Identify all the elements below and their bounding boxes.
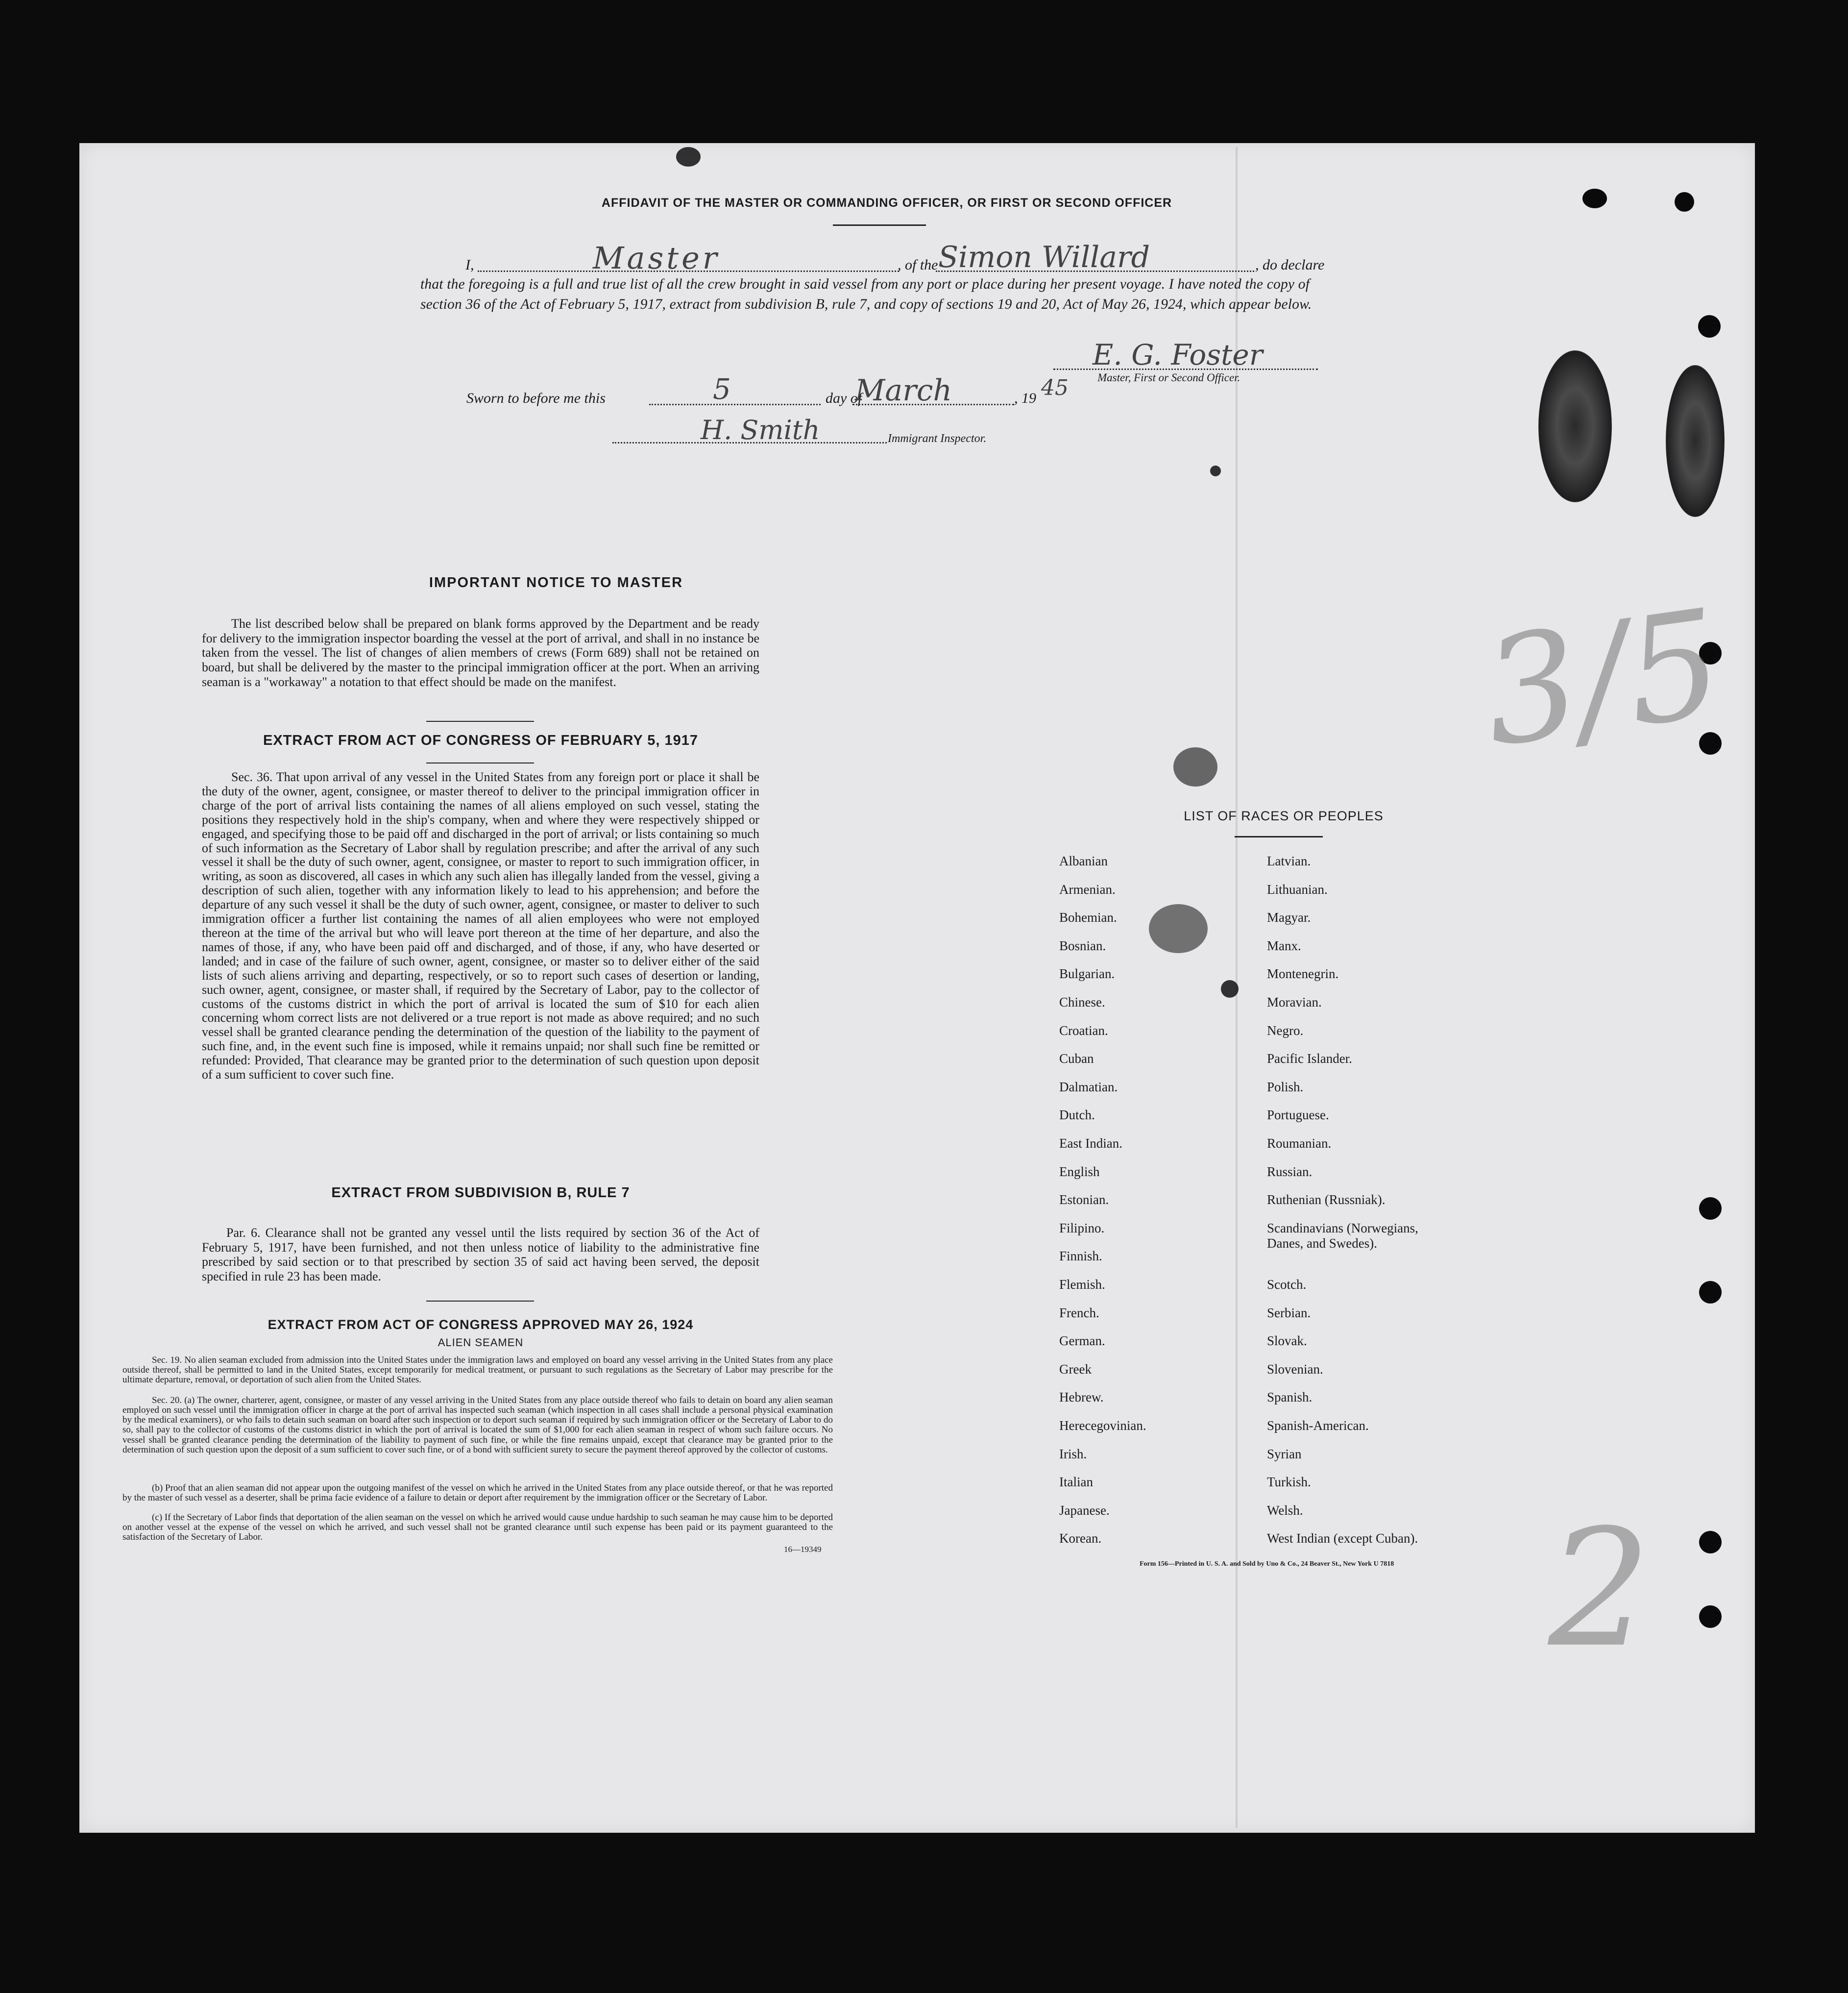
race-item: Serbian.: [1267, 1305, 1311, 1320]
race-item: Finnish.: [1059, 1249, 1102, 1264]
extract-1917-body: Sec. 36. That upon arrival of any vessel in the United States from any foreign port or place it shall be the duty of the owner, agent, consignee, or master thereof to deliver to the principal immigration officer in charge of the port of arrival lists containing the names of all aliens employed on such vessel, stating the positions they respectively hold in the ship's company, when and where they were respectively shipped or engaged, and specifying those to be paid off and discharged in the port of arrival; or lists containing so much of such information as the Secretary of Labor shall by regulation prescribe; and after the arrival of any such vessel it shall be the duty of such owner, agent, consignee, or master to report to such immigration officer, in writing, as soon as discovered, all cases in which any such alien has illegally landed from the vessel, giving a description of such alien, together with any information likely to lead to his apprehension; and before the departure of any such vessel it shall be the duty of such owner, agent, consignee, or master to deliver to such immigration officer a further list containing the names of all alien employees who were not employed thereon at the time of the arrival but who will leave port thereon at the time of her departure, and also the names of those, if any, who have been paid off and discharged, and of those, if any, who have deserted or landed; and in case of the failure of such owner, agent, consignee, or master so to deliver either of the said lists of such aliens arriving and departing, respectively, or so to report such cases of desertion or landing, such owner, agent, consignee, or master shall, if required by the Secretary of Labor, pay to the collector of customs of the customs district in which the port of arrival is located the sum of $10 for each alien concerning whom correct lists are not delivered or a true report is not made as above required; and no such vessel shall be granted clearance pending the determination of the question of the liability to the payment of such fine, and, in the event such fine is imposed, while it remains unpaid; nor shall such fine be remitted or refunded: Provided, That clearance may be granted prior to the determination of such question upon deposit of a sum sufficient to cover such fine.: [202, 770, 759, 1082]
race-item: East Indian.: [1059, 1136, 1122, 1151]
affidavit-body: that the foregoing is a full and true list of all the crew brought in said vessel from any port or place during her present voyage. I have noted the copy of section 36 of the Act of February 5, 1917, extract from subdivision B, rule 7, and copy of sections 19 and 20, Act of May 26, 1924, which appear below.: [420, 276, 1312, 312]
race-item: Montenegrin.: [1267, 966, 1339, 982]
punch-hole: [1699, 1281, 1722, 1304]
race-item: Moravian.: [1267, 995, 1322, 1009]
printer-footer: Form 156—Printed in U. S. A. and Sold by Uno & Co., 24 Beaver St., New York U 7818: [1140, 1560, 1394, 1568]
signature-caption: Master, First or Second Officer.: [1097, 371, 1240, 384]
race-item: Syrian: [1267, 1446, 1302, 1461]
sworn-label: Sworn to before me this: [466, 390, 606, 406]
inspector-caption: Immigrant Inspector.: [888, 432, 987, 445]
punch-hole: [1675, 192, 1694, 212]
race-item: Armenian.: [1059, 882, 1116, 897]
of-the-label: , of the: [898, 257, 938, 273]
embossed-seal: [1538, 350, 1612, 502]
race-item: Flemish.: [1059, 1277, 1105, 1292]
day-handwritten: 5: [713, 372, 731, 406]
punch-hole: [1699, 1531, 1722, 1553]
embossed-seal: [1666, 365, 1725, 517]
race-item: Slovenian.: [1267, 1361, 1323, 1377]
race-item: Negro.: [1267, 1023, 1304, 1038]
races-rule: [1235, 836, 1323, 837]
race-item: West Indian (except Cuban).: [1267, 1531, 1418, 1546]
race-item: Portuguese.: [1267, 1107, 1329, 1123]
section-rule: [426, 721, 534, 722]
race-item: Hebrew.: [1059, 1390, 1104, 1405]
title-rule: [833, 224, 926, 226]
race-item: Bosnian.: [1059, 938, 1106, 953]
race-item: Latvian.: [1267, 854, 1311, 868]
extract-1924-title: EXTRACT FROM ACT OF CONGRESS APPROVED MAY 26, 1924: [267, 1317, 694, 1332]
punch-hole: [1699, 1197, 1722, 1220]
section-20a: Sec. 20. (a) The owner, charterer, agent, consignee, or master of any vessel arriving in the United States from any place outside thereof who fails to detain on board any alien seaman employed on such vessel until the immigration officer in charge at the port of arrival has inspected such seaman (which inspection in all cases shall include a personal physical examination by the medical examiners), or who fails to detain such seaman on board after such inspection or to deport such seaman if required by such immigration officer or the Secretary of Labor to do so, shall pay to the collector of customs of the customs district in which the port of arrival is located the sum of $1,000 for each alien seaman in respect of whom such failure occurs. No vessel shall be granted clearance pending the determination of the liability to payment of such fine, or while the fine remains unpaid, except that clearance may be granted prior to the determination of such question upon the deposit of a sum sufficient to cover such fine, or of a bond with sufficient surety to secure the payment thereof approved by the collector of customs.: [122, 1395, 833, 1455]
race-item: Manx.: [1267, 938, 1301, 953]
master-signature: E. G. Foster: [1093, 338, 1263, 371]
race-item: Japanese.: [1059, 1502, 1110, 1518]
extract-1924-subtitle: ALIEN SEAMEN: [438, 1336, 524, 1349]
inspector-signature: H. Smith: [701, 415, 820, 445]
corner-mark: 2: [1548, 1495, 1651, 1683]
rule7-body: Par. 6. Clearance shall not be granted any vessel until the lists required by section 36 of the Act of February 5, 1917, have been furnished, and not then unless notice of liability to the administrative fine prescribed by said section or to that prescribed by section 35 of said act having been served, the deposit specified in rule 23 has been made.: [202, 1226, 759, 1283]
race-item: Herecegovinian.: [1059, 1418, 1146, 1433]
notice-body: The list described below shall be prepared on blank forms approved by the Department and be ready for delivery to the immigration inspector boarding the vessel at the port of arrival, and shall in no instance be taken from the vessel. The list of changes of alien members of crews (Form 689) shall not be retained on board, but shall be delivered by the master to the principal immigration officer at the port. When an arriving seaman is a "workaway" a notation to that effect should be made on the manifest.: [202, 616, 759, 689]
race-item: Welsh.: [1267, 1502, 1303, 1518]
race-item: Italian: [1059, 1475, 1093, 1490]
race-item: Russian.: [1267, 1164, 1313, 1179]
page-number-mark: 3/5: [1474, 577, 1732, 780]
race-item: Bulgarian.: [1059, 966, 1115, 982]
race-item: French.: [1059, 1305, 1099, 1320]
affidavit-title: AFFIDAVIT OF THE MASTER OR COMMANDING OFFICER, OR FIRST OR SECOND OFFICER: [601, 196, 1172, 210]
section-rule: [426, 1301, 534, 1302]
race-item: Ruthenian (Russniak).: [1267, 1192, 1386, 1207]
race-item: Korean.: [1059, 1531, 1102, 1546]
ink-blot: [1221, 980, 1239, 998]
race-item: Slovak.: [1267, 1333, 1307, 1349]
race-item: Greek: [1059, 1361, 1092, 1377]
race-item: Pacific Islander.: [1267, 1051, 1352, 1066]
month-handwritten: March: [855, 373, 952, 408]
race-item: Croatian.: [1059, 1023, 1108, 1038]
race-item: Spanish-American.: [1267, 1418, 1369, 1433]
race-item: Bohemian.: [1059, 910, 1117, 925]
race-item: Polish.: [1267, 1079, 1304, 1094]
section-19: Sec. 19. No alien seaman excluded from admission into the United States under the immigration laws and employed on board any vessel arriving in the United States from any place outside thereof, shall be permitted to land in the United States, except temporarily for medical treatment, or pursuant to such regulations as the Secretary of Labor may prescribe for the ultimate departure, removal, or deportation of such alien from the United States.: [122, 1355, 833, 1385]
notice-title: IMPORTANT NOTICE TO MASTER: [429, 575, 683, 591]
section-20c: (c) If the Secretary of Labor finds that deportation of the alien seaman on the vessel on which he arrived would cause undue hardship to such seaman he may cause him to be deported on another vessel at the expense of the vessel on which he arrived, and such vessel shall not be granted clearance until such expense has been paid or its payment guaranteed to the satisfaction of the Secretary of Labor.: [122, 1512, 833, 1543]
race-item: Filipino.: [1059, 1220, 1105, 1235]
year-prefix: , 19: [1014, 390, 1036, 406]
declare-label: , do declare: [1255, 257, 1325, 273]
race-item: Cuban: [1059, 1051, 1094, 1066]
race-item: Roumanian.: [1267, 1136, 1332, 1151]
race-item: German.: [1059, 1333, 1105, 1349]
race-item: Albanian: [1059, 854, 1108, 868]
race-item: Dutch.: [1059, 1107, 1095, 1123]
race-item: Scandinavians (Norwegians, Danes, and Swedes).: [1267, 1220, 1418, 1251]
race-item: Irish.: [1059, 1446, 1087, 1461]
day-of-label: day of: [826, 390, 862, 406]
rule7-title: EXTRACT FROM SUBDIVISION B, RULE 7: [331, 1185, 630, 1201]
races-title: LIST OF RACES OR PEOPLES: [1184, 809, 1384, 823]
race-item: English: [1059, 1164, 1100, 1179]
form-code: 16—19349: [784, 1545, 822, 1554]
race-item: Scotch.: [1267, 1277, 1307, 1292]
race-item: Spanish.: [1267, 1390, 1313, 1405]
punch-hole: [1582, 189, 1607, 208]
race-item: Turkish.: [1267, 1475, 1311, 1490]
section-20b: (b) Proof that an alien seaman did not appear upon the outgoing manifest of the vessel on which he arrived in the United States from any place outside thereof, or that he was reported by the master of such vessel as a deserter, shall be prima facie evidence of a failure to detain or deport after requirement by the immigration officer or the Secretary of Labor.: [122, 1483, 833, 1503]
year-handwritten: 45: [1041, 375, 1069, 400]
day-line: [649, 404, 821, 405]
ink-blot: [1173, 747, 1217, 787]
ink-blot: [676, 147, 701, 167]
race-item: Magyar.: [1267, 910, 1311, 925]
i-label: I,: [465, 257, 474, 273]
ink-blot: [1149, 904, 1208, 953]
vessel-handwritten: Simon Willard: [938, 240, 1150, 274]
race-item: Dalmatian.: [1059, 1079, 1118, 1094]
rank-handwritten: Master: [593, 240, 720, 276]
race-item: Lithuanian.: [1267, 882, 1328, 897]
ink-blot: [1210, 466, 1221, 476]
extract-1917-title: EXTRACT FROM ACT OF CONGRESS OF FEBRUARY 5, 1917: [263, 733, 699, 748]
punch-hole: [1699, 1605, 1722, 1628]
race-item: Chinese.: [1059, 995, 1105, 1009]
punch-hole: [1698, 315, 1721, 338]
race-item: Estonian.: [1059, 1192, 1109, 1207]
